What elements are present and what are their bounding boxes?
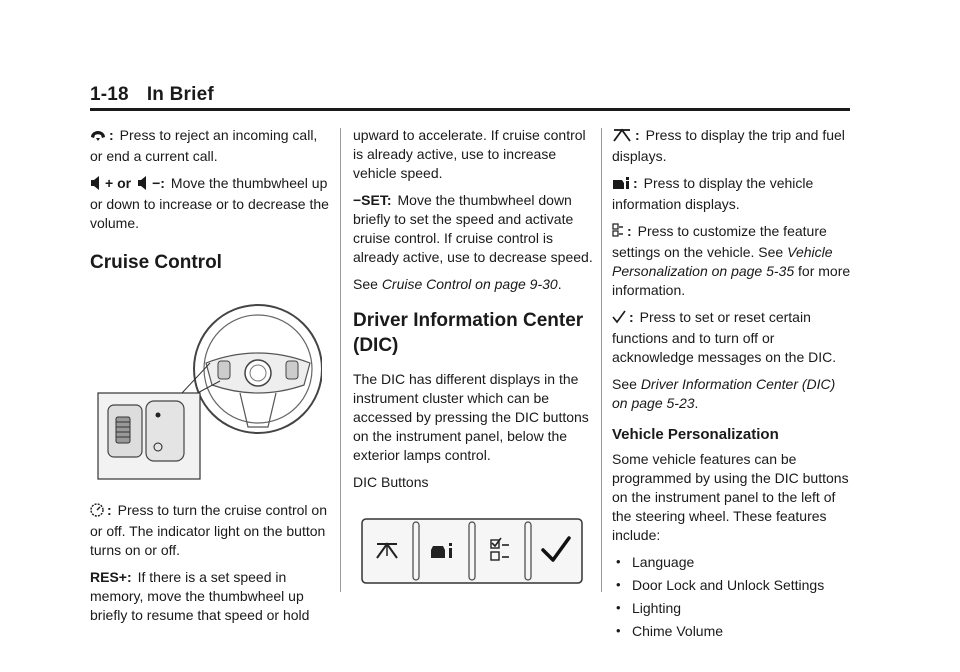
accelerate-paragraph: upward to accelerate. If cruise control is already active, use to increase vehicle speed. — [353, 127, 586, 181]
trip-paragraph — [612, 126, 852, 166]
steering-wheel-illustration — [90, 297, 322, 483]
cruise-onoff-text: Press to turn the cruise control on or off. The indicator light on the button turns on or off. — [90, 502, 327, 558]
dic-reference-link: Driver Information Center (DIC) on page 5-23 — [612, 376, 836, 411]
speedometer-icon — [90, 503, 104, 522]
cruise-reference-link: Cruise Control on page 9-30 — [381, 276, 558, 292]
cruise-onoff-paragraph — [90, 501, 330, 560]
list-item: • Chime Volume — [612, 622, 852, 641]
res-text: If there is a set speed in memory, move the thumbwheel up briefly to resume that speed or hold — [90, 569, 310, 623]
trip-text: Press to display the trip and fuel displays. — [612, 127, 845, 164]
list-item: • Lighting — [612, 599, 852, 618]
set-paragraph — [353, 191, 593, 267]
page-header — [90, 84, 214, 106]
dic-buttons-illustration — [361, 518, 583, 584]
set-reset-label: : — [629, 309, 634, 325]
phone-hangup-icon — [90, 128, 106, 147]
set-reset-paragraph — [612, 308, 852, 367]
res-paragraph — [90, 568, 330, 625]
volume-speaker-icon — [137, 176, 149, 195]
set-reset-text: Press to set or reset certain functions and to turn off or acknowledge messages on the DIC. — [612, 309, 837, 365]
personalization-reference-link: Vehicle Personalization on page 5-35 — [612, 244, 833, 279]
volume-speaker-icon — [90, 176, 102, 195]
vehicle-info-icon — [612, 176, 630, 195]
vehicle-info-text: Press to display the vehicle information displays. — [612, 175, 814, 212]
trip-fuel-icon — [612, 128, 632, 147]
volume-paragraph — [90, 174, 330, 233]
column-divider — [601, 128, 602, 592]
column-divider — [340, 128, 341, 592]
set-label: −SET: — [353, 192, 392, 208]
page-number: 1-18 — [90, 84, 129, 105]
vehicle-info-paragraph — [612, 174, 852, 214]
volume-minus-label: −: — [152, 175, 165, 191]
list-item: • Language — [612, 553, 852, 572]
cruise-reference: See Cruise Control on page 9-30. — [353, 276, 562, 292]
feature-list — [612, 553, 852, 641]
reject-call-label: : — [109, 127, 114, 143]
customize-checklist-icon — [612, 223, 624, 243]
reject-call-paragraph — [90, 126, 330, 166]
trip-label: : — [635, 127, 640, 143]
column-3 — [612, 126, 852, 645]
vehicle-info-label: : — [633, 175, 638, 191]
dic-buttons-caption: DIC Buttons — [353, 474, 429, 490]
cruise-control-heading: Cruise Control — [90, 252, 222, 273]
vehicle-personalization-heading: Vehicle Personalization — [612, 426, 779, 443]
dic-heading: Driver Information Center (DIC) — [353, 310, 584, 356]
dic-reference: See Driver Information Center (DIC) on page 5-23. — [612, 376, 836, 411]
reject-call-text: Press to reject an incoming call, or end a current call. — [90, 127, 318, 164]
res-label: RES+: — [90, 569, 132, 585]
customize-text: Press to customize the feature settings on the vehicle. See — [612, 223, 827, 260]
column-2 — [353, 126, 593, 584]
personalization-description: Some vehicle features can be programmed by using the DIC buttons on the instrument panel to the left of the steering wheel. These features include: — [612, 451, 849, 543]
volume-text: Move the thumbwheel up or down to increase or to decrease the volume. — [90, 175, 329, 231]
header-rule — [90, 108, 850, 111]
column-1 — [90, 126, 330, 633]
list-item: • Door Lock and Unlock Settings — [612, 576, 852, 595]
set-text: Move the thumbwheel down briefly to set the speed and activate cruise control. If cruise control is already active, use to decrease speed. — [353, 192, 593, 265]
customize-paragraph: : Press to customize the feature settings on the vehicle. See Vehicle Personalization on page 5-35 for more information. — [612, 223, 851, 298]
dic-description: The DIC has different displays in the instrument cluster which can be accessed by pressing the DIC buttons on the instrument panel, below the exterior lamps control. — [353, 371, 589, 463]
volume-plus-label: + or — [105, 175, 132, 191]
checkmark-icon — [612, 310, 626, 329]
cruise-onoff-label: : — [107, 502, 112, 518]
customize-label: : — [627, 223, 632, 239]
section-title: In Brief — [146, 84, 214, 105]
